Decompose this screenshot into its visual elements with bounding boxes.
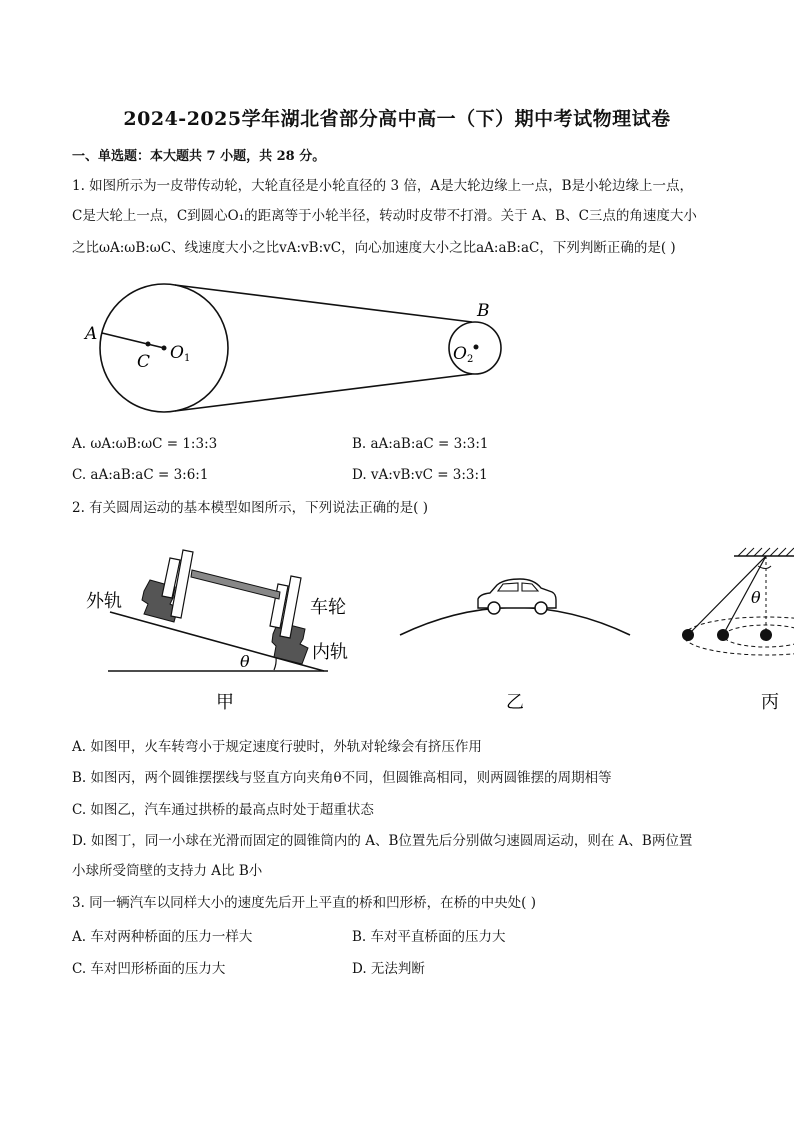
circular-motion-models-figure <box>80 536 794 718</box>
q1-option-b: B. aA:aB:aC = 3:3:1 <box>352 436 489 452</box>
q3-option-a: A. 车对两种桥面的压力一样大 <box>72 929 253 945</box>
q2-option-d-line-2: 小球所受筒壁的支持力 A比 B小 <box>72 863 263 879</box>
q3-option-c: C. 车对凹形桥面的压力大 <box>72 961 226 977</box>
q3-stem: 3. 同一辆汽车以同样大小的速度先后开上平直的桥和凹形桥，在桥的中央处( ) <box>72 895 536 911</box>
q2-option-b: B. 如图丙，两个圆锥摆摆线与竖直方向夹角θ不同，但圆锥高相同，则两圆锥摆的周期相等 <box>72 770 612 786</box>
label-outer-rail: 外轨 <box>86 591 122 612</box>
label-theta-jia: θ <box>240 652 250 671</box>
section-heading: 一、单选题：本大题共 7 小题，共 28 分。 <box>72 149 326 164</box>
q3-option-d: D. 无法判断 <box>352 961 425 977</box>
q3-option-b: B. 车对平直桥面的压力大 <box>352 929 506 945</box>
q2-stem: 2. 有关圆周运动的基本模型如图所示，下列说法正确的是( ) <box>72 500 428 516</box>
label-C: C <box>137 352 151 372</box>
label-jia: 甲 <box>216 692 234 713</box>
label-O2: O2 <box>453 344 474 365</box>
q1-stem-line-3: 之比ωA:ωB:ωC、线速度大小之比vA:vB:vC，向心加速度大小之比aA:aB:aC，下列判断正确的是( ) <box>72 240 676 256</box>
label-yi: 乙 <box>506 692 524 713</box>
label-A: A <box>85 324 98 344</box>
q1-option-d: D. vA:vB:vC = 3:3:1 <box>352 467 488 483</box>
q1-stem-line-1: 1. 如图所示为一皮带传动轮，大轮直径是小轮直径的 3 倍，A是大轮边缘上一点，B是小轮边缘上一点， <box>72 178 694 194</box>
belt-pulley-figure <box>70 272 520 422</box>
q2-option-a: A. 如图甲，火车转弯小于规定速度行驶时，外轨对轮缘会有挤压作用 <box>72 739 482 755</box>
label-inner-rail: 内轨 <box>312 642 348 663</box>
label-O1: O1 <box>170 343 191 364</box>
q2-option-c: C. 如图乙，汽车通过拱桥的最高点时处于超重状态 <box>72 802 374 818</box>
label-theta-bing: θ <box>751 588 761 607</box>
q1-option-c: C. aA:aB:aC = 3:6:1 <box>72 467 209 483</box>
q1-option-a: A. ωA:ωB:ωC = 1:3:3 <box>72 436 218 452</box>
label-wheel: 车轮 <box>310 597 346 618</box>
q2-option-d-line-1: D. 如图丁，同一小球在光滑而固定的圆锥筒内的 A、B位置先后分别做匀速圆周运动，则在 A、B两位置 <box>72 833 693 849</box>
label-B: B <box>477 301 490 321</box>
page-title: 2024-2025学年湖北省部分高中高一（下）期中考试物理试卷 <box>123 108 671 130</box>
label-bing: 丙 <box>761 692 779 713</box>
q1-stem-line-2: C是大轮上一点，C到圆心O₁的距离等于小轮半径，转动时皮带不打滑。关于 A、B、C三点的角速度大小 <box>72 208 697 224</box>
